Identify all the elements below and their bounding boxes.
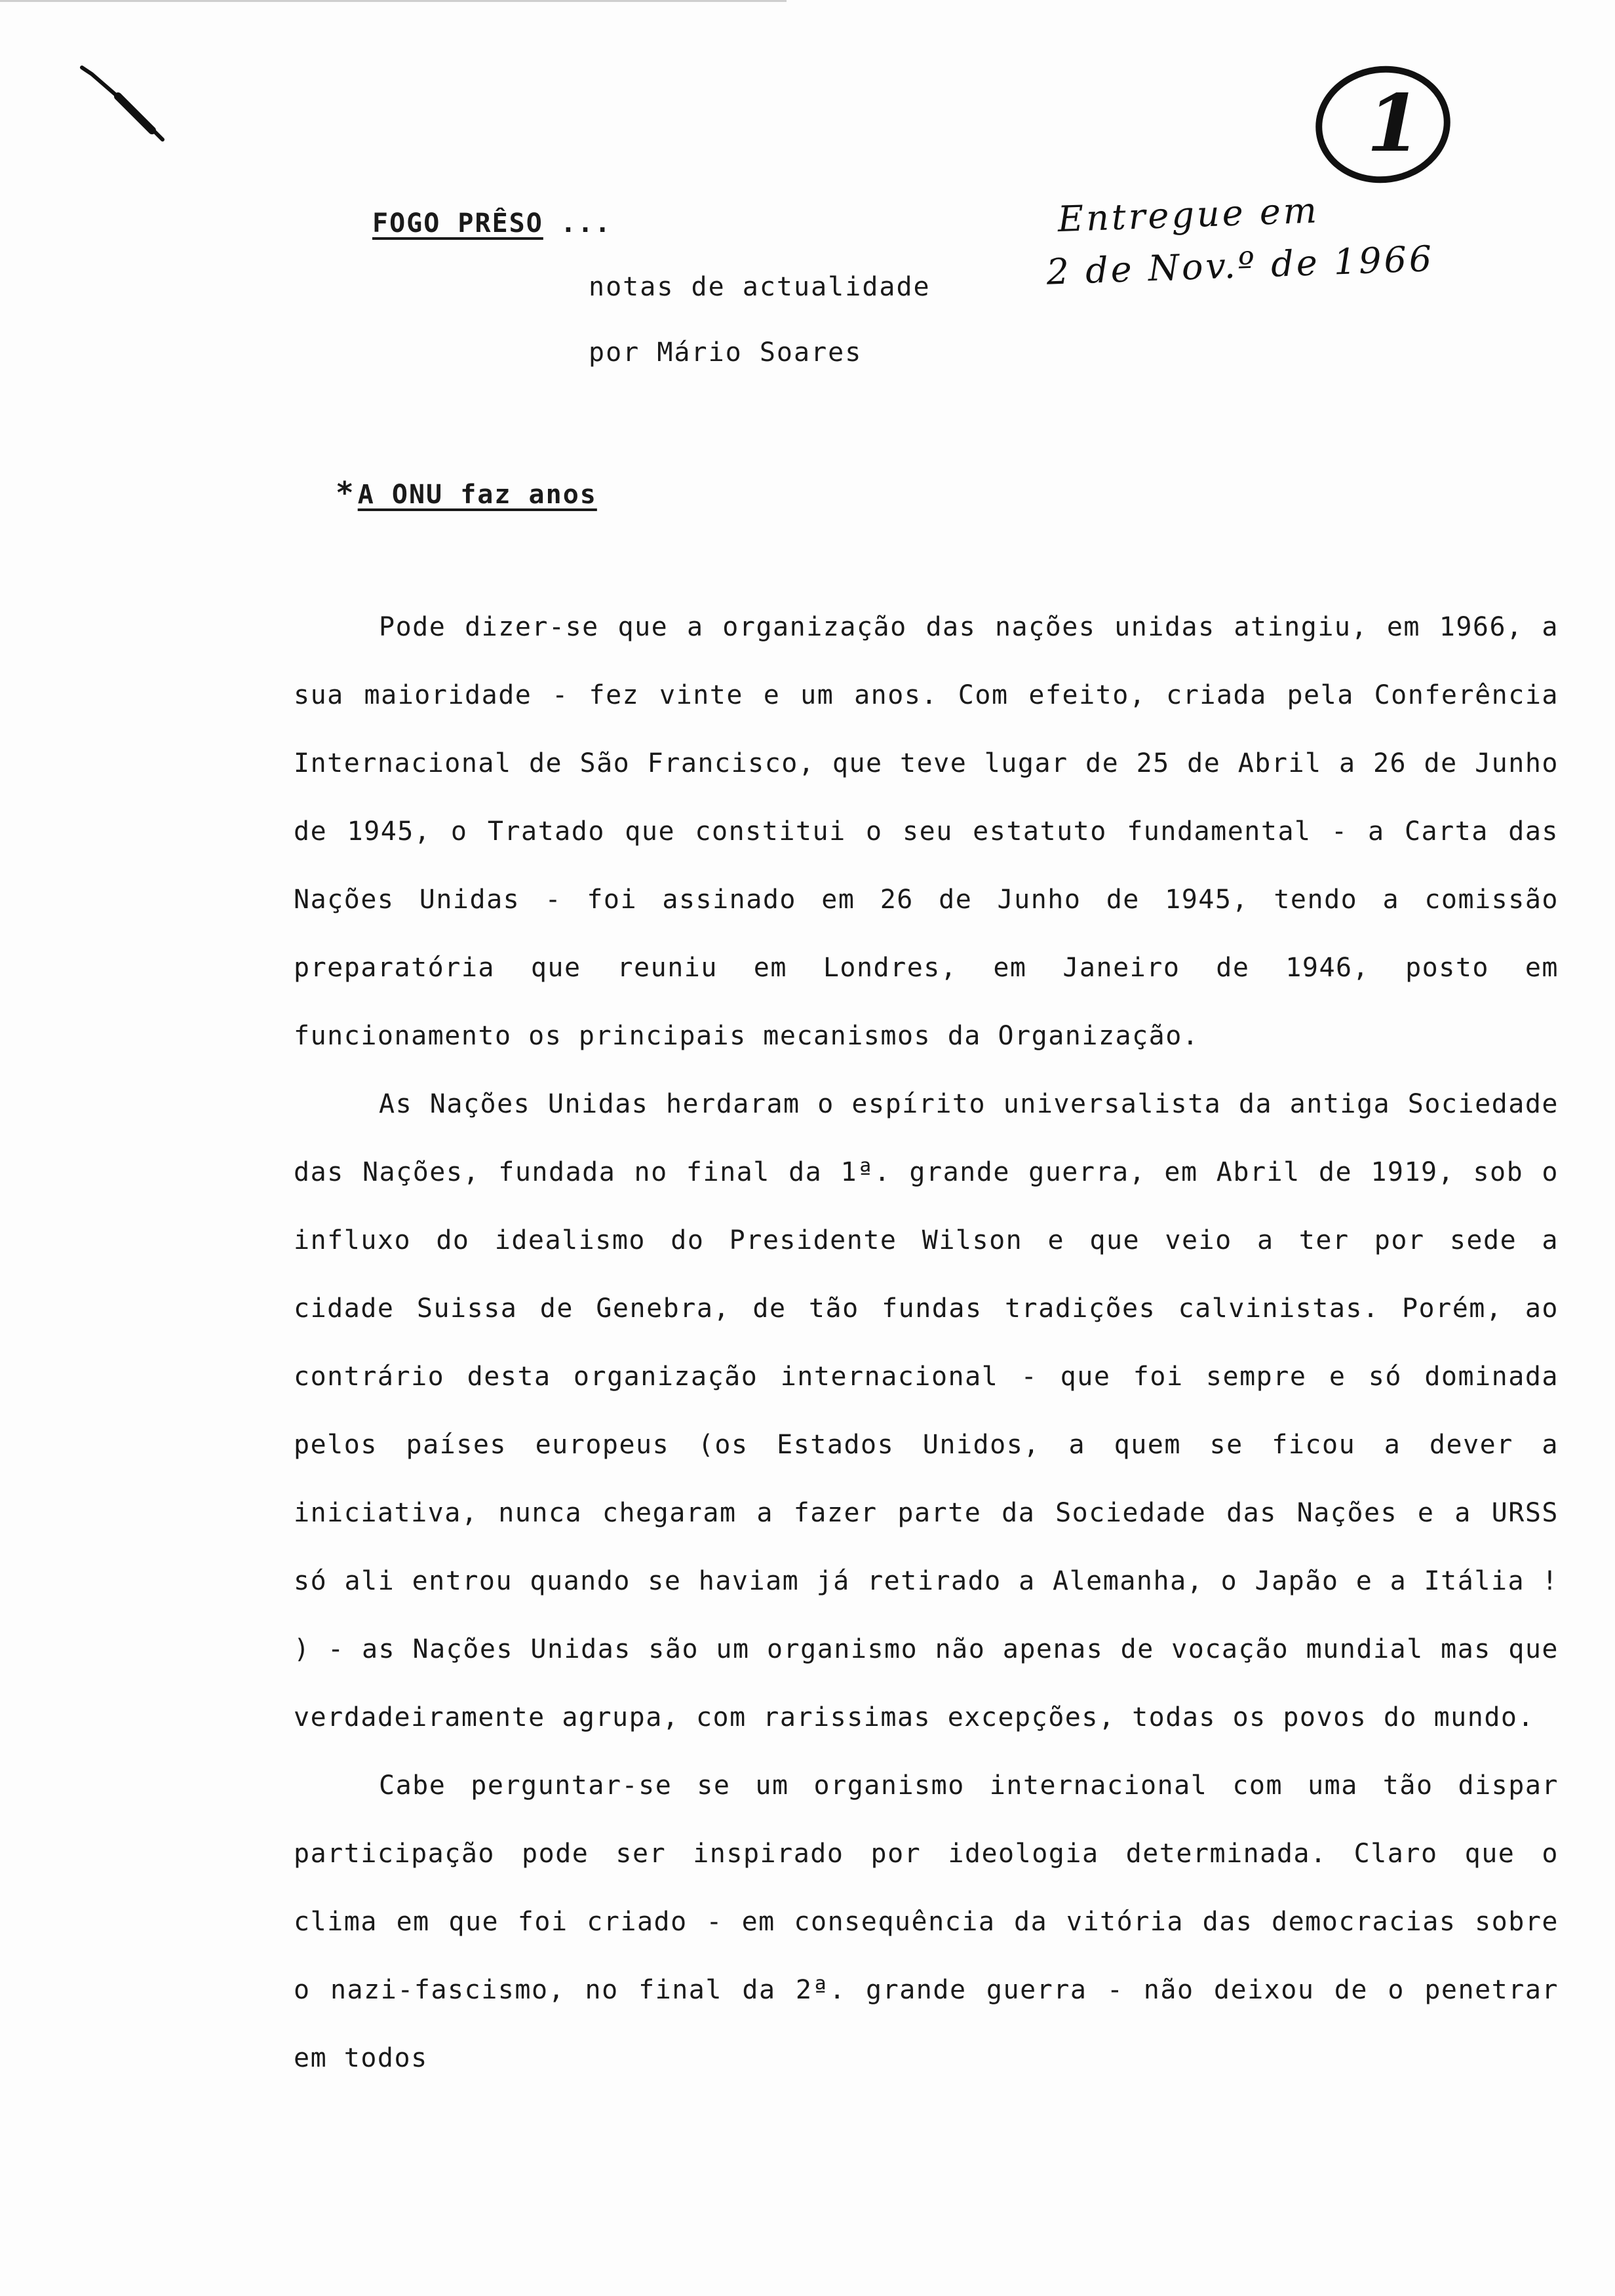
pen-stroke-mark [79, 62, 170, 147]
paragraph-1: Pode dizer-se que a organização das nações unidas atingiu, em 1966, a sua maioridade - fez vinte e um anos. Com efeito, criada pela Conferência Internacional de São Francisco, que teve lugar de 25 de Abril a 26 de Junho de 1945, o Tratado que constitui o seu estatuto fundamental - a Carta das Nações Unidas - foi assinado em 26 de Junho de 1945, tendo a comissão preparatória que reuniu em Londres, em Janeiro de 1946, posto em funcionamento os principais mecanismos da Organização. [294, 612, 1559, 1051]
document-author: por Mário Soares [589, 337, 863, 368]
circled-page-number [1304, 59, 1462, 190]
title-text: FOGO PRÊSO [372, 208, 543, 239]
scan-edge-line [0, 0, 787, 2]
document-subtitle: notas de actualidade [589, 272, 931, 302]
section-heading [336, 475, 597, 510]
title-ellipsis: ... [543, 208, 612, 239]
handwritten-line-2: 2 de Nov.º de 1966 [1045, 238, 1435, 293]
paragraph-2: As Nações Unidas herdaram o espírito universalista da antiga Sociedade das Nações, fundada no final da 1ª. grande guerra, em Abril de 1919, sob o influxo do idealismo do Presidente Wilson e que veio a ter por sede a cidade Suissa de Genebra, de tão fundas tradições calvinistas. Porém, ao contrário desta organização internacional - que foi sempre e só dominada pelos países europeus (os Estados Unidos, a quem se ficou a dever a iniciativa, nunca chegaram a fazer parte da Sociedade das Nações e a URSS só ali entrou quando se haviam já retirado a Alemanha, o Japão e a Itália ! ) - as Nações Unidas são um organismo não apenas de vocação mundial mas que verdadeiramente agrupa, com rarissimas excepções, todas os povos do mundo. [294, 1089, 1559, 1732]
paragraph-3: Cabe perguntar-se se um organismo internacional com uma tão dispar participação pode ser inspirado por ideologia determinada. Claro que o clima em que foi criado - em consequência da vitória das democracias sobre o nazi-fascismo, no final da 2ª. grande guerra - não deixou de o penetrar em todos [294, 1770, 1559, 2073]
asterisk-icon: * [336, 475, 355, 510]
document-title [372, 208, 612, 239]
section-heading-text: A ONU faz anos [357, 480, 597, 510]
handwritten-line-1: Entregue em [1057, 189, 1320, 240]
page-number-text: 1 [1367, 77, 1422, 170]
handwritten-delivery-note [1043, 180, 1453, 299]
body-text [294, 593, 1559, 2092]
